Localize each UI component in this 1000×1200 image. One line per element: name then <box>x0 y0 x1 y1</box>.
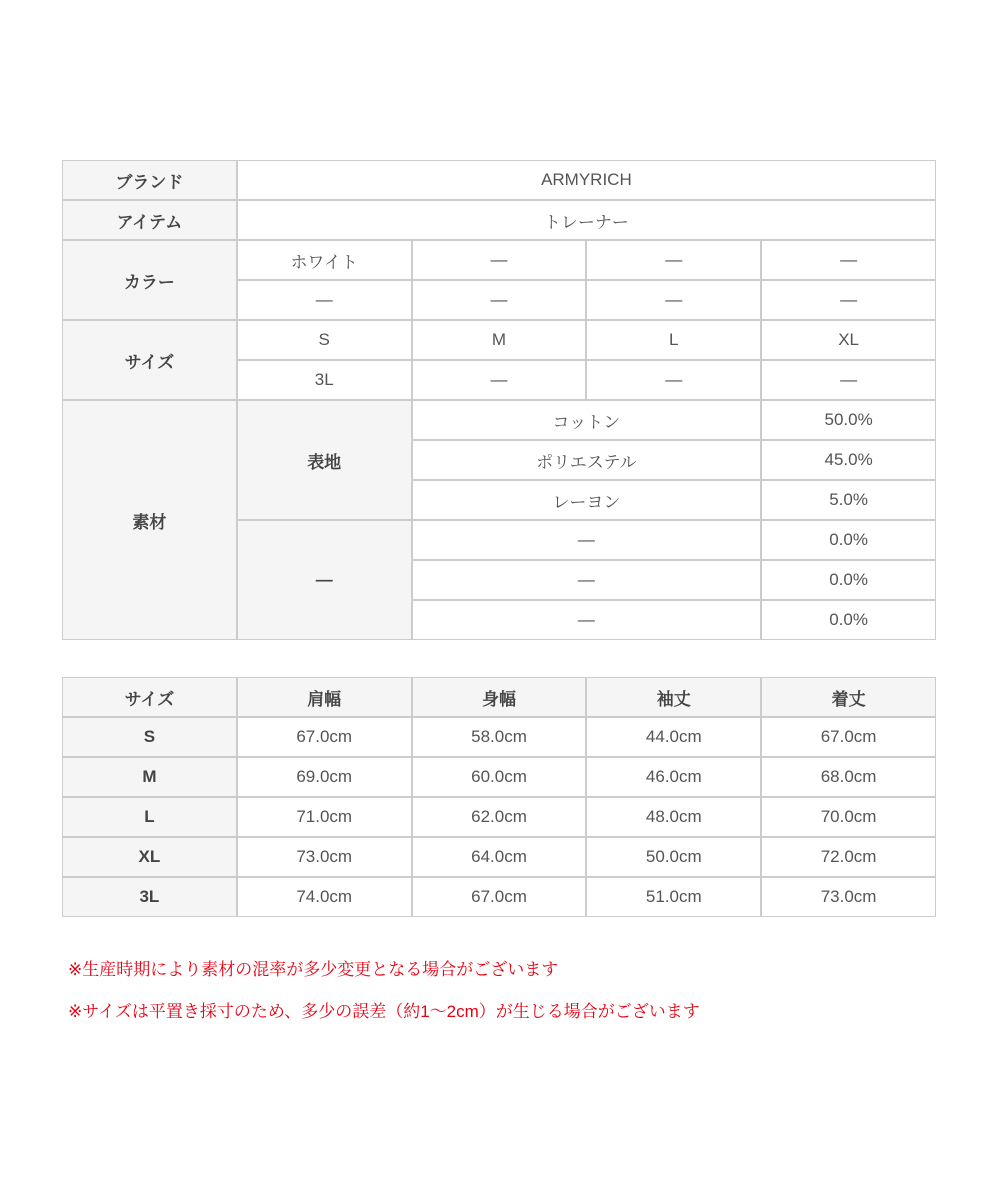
size-chart-size-cell: 3L <box>62 877 237 917</box>
size-row <box>62 320 936 360</box>
size-chart-value-cell: 67.0cm <box>237 717 412 757</box>
brand-value-cell: ARMYRICH <box>237 160 936 200</box>
color-row <box>62 240 936 280</box>
color-value-cell: — <box>237 280 412 320</box>
size-chart-row <box>62 717 936 757</box>
size-disclaimer-note: ※サイズは平置き採寸のため、多少の誤差（約1〜2cm）が生じる場合がございます <box>68 1002 700 1021</box>
item-row <box>62 200 936 240</box>
material-pct-cell: 45.0% <box>761 440 936 480</box>
product-info-table <box>62 160 936 640</box>
size-chart-size-cell: XL <box>62 837 237 877</box>
color-value-cell: — <box>586 240 761 280</box>
size-chart-size-cell: L <box>62 797 237 837</box>
color-value-cell: — <box>761 280 936 320</box>
material-name-cell: ポリエステル <box>412 440 762 480</box>
material-name-cell: — <box>412 560 762 600</box>
size-chart-value-cell: 72.0cm <box>761 837 936 877</box>
size-value-cell: — <box>412 360 587 400</box>
size-value-cell: S <box>237 320 412 360</box>
size-chart-value-cell: 73.0cm <box>761 877 936 917</box>
size-chart-size-cell: M <box>62 757 237 797</box>
material-group-label-cell: 表地 <box>237 400 412 520</box>
size-chart-table <box>62 677 936 917</box>
product-spec-content <box>62 160 936 1042</box>
size-chart-value-cell: 50.0cm <box>586 837 761 877</box>
color-label-cell: カラー <box>62 240 237 320</box>
material-name-cell: — <box>412 600 762 640</box>
color-value-cell: — <box>412 240 587 280</box>
size-value-cell: XL <box>761 320 936 360</box>
material-pct-cell: 5.0% <box>761 480 936 520</box>
size-chart-value-cell: 67.0cm <box>412 877 587 917</box>
brand-row <box>62 160 936 200</box>
size-chart-size-cell: S <box>62 717 237 757</box>
size-chart-value-cell: 71.0cm <box>237 797 412 837</box>
color-value-cell: — <box>412 280 587 320</box>
material-pct-cell: 50.0% <box>761 400 936 440</box>
size-chart-header-cell: サイズ <box>62 677 237 717</box>
item-label-cell: アイテム <box>62 200 237 240</box>
material-pct-cell: 0.0% <box>761 600 936 640</box>
material-name-cell: コットン <box>412 400 762 440</box>
size-value-cell: 3L <box>237 360 412 400</box>
size-chart-value-cell: 44.0cm <box>586 717 761 757</box>
material-name-cell: レーヨン <box>412 480 762 520</box>
size-chart-value-cell: 73.0cm <box>237 837 412 877</box>
size-chart-header-cell: 肩幅 <box>237 677 412 717</box>
size-chart-row <box>62 757 936 797</box>
size-chart-value-cell: 70.0cm <box>761 797 936 837</box>
size-value-cell: M <box>412 320 587 360</box>
notes-section <box>62 958 936 1024</box>
size-chart-value-cell: 69.0cm <box>237 757 412 797</box>
size-chart-row <box>62 877 936 917</box>
material-row <box>62 400 936 440</box>
size-chart-value-cell: 58.0cm <box>412 717 587 757</box>
size-value-cell: — <box>761 360 936 400</box>
material-label-cell: 素材 <box>62 400 237 640</box>
brand-label-cell: ブランド <box>62 160 237 200</box>
size-chart-header-row <box>62 677 936 717</box>
size-chart-row <box>62 837 936 877</box>
size-value-cell: L <box>586 320 761 360</box>
size-chart-row <box>62 797 936 837</box>
color-value-cell: — <box>586 280 761 320</box>
size-chart-header-cell: 身幅 <box>412 677 587 717</box>
size-chart-value-cell: 51.0cm <box>586 877 761 917</box>
size-chart-value-cell: 64.0cm <box>412 837 587 877</box>
size-chart-value-cell: 46.0cm <box>586 757 761 797</box>
material-group-label-cell: — <box>237 520 412 640</box>
size-label-cell: サイズ <box>62 320 237 400</box>
size-chart-value-cell: 62.0cm <box>412 797 587 837</box>
size-chart-value-cell: 60.0cm <box>412 757 587 797</box>
material-disclaimer-note: ※生産時期により素材の混率が多少変更となる場合がございます <box>68 960 559 979</box>
size-chart-value-cell: 74.0cm <box>237 877 412 917</box>
material-pct-cell: 0.0% <box>761 520 936 560</box>
item-value-cell: トレーナー <box>237 200 936 240</box>
size-value-cell: — <box>586 360 761 400</box>
color-value-cell: — <box>761 240 936 280</box>
material-pct-cell: 0.0% <box>761 560 936 600</box>
material-name-cell: — <box>412 520 762 560</box>
size-chart-value-cell: 68.0cm <box>761 757 936 797</box>
size-chart-header-cell: 着丈 <box>761 677 936 717</box>
size-chart-header-cell: 袖丈 <box>586 677 761 717</box>
color-value-cell: ホワイト <box>237 240 412 280</box>
size-chart-value-cell: 67.0cm <box>761 717 936 757</box>
size-chart-value-cell: 48.0cm <box>586 797 761 837</box>
